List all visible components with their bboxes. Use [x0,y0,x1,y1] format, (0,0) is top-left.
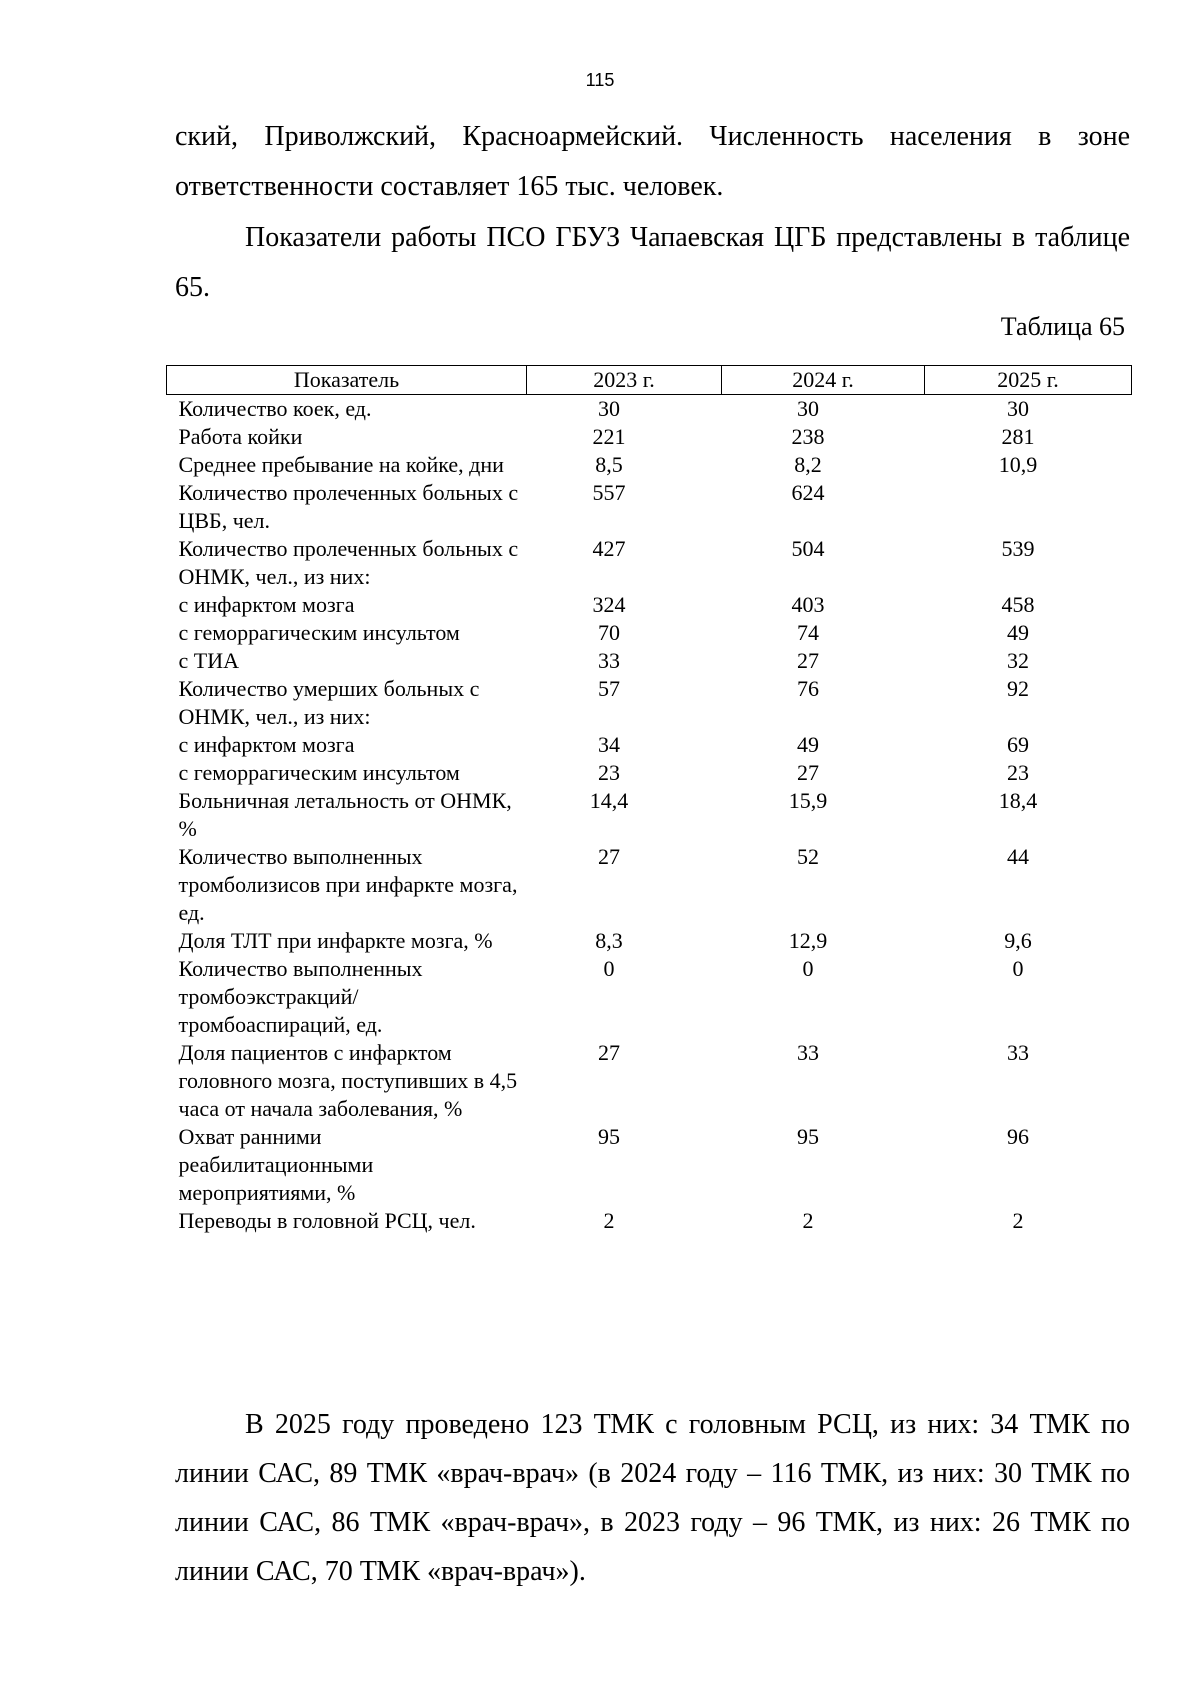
header-2024: 2024 г. [722,366,925,395]
value-2024: 74 [797,620,819,645]
value-2025: 2 [1012,1208,1024,1233]
value-2025: 96 [1007,1124,1029,1149]
value-2025: 9,6 [1004,928,1032,953]
value-2024: 238 [791,424,825,449]
value-2024: 95 [797,1124,819,1149]
value-2025: 281 [1001,424,1035,449]
table-row [167,927,1132,955]
value-2024: 403 [791,592,825,617]
value-2023: 27 [598,1040,620,1065]
row-label: с геморрагическим инсультом [178,620,460,645]
value-2024: 52 [797,844,819,869]
table-reference-paragraph: Показатели работы ПСО ГБУЗ Чапаевская ЦГБ представлены в таблице 65. [175,222,1130,303]
row-label: Работа койки [178,424,303,449]
table-row [167,451,1132,479]
row-label: с инфарктом мозга [178,592,355,617]
table-row [167,591,1132,619]
value-2024: 76 [797,676,819,701]
value-2025: 539 [1001,536,1035,561]
table-header-row [167,366,1132,395]
value-2025: 69 [1007,732,1029,757]
value-2023: 57 [598,676,620,701]
value-2023: 14,4 [589,788,629,813]
value-2025: 18,4 [998,788,1038,813]
page-number: 115 [585,70,615,90]
intro-paragraph: ский, Приволжский, Красноармейский. Численность населения в зоне ответственности составляет 165 тыс. человек. [175,121,1130,202]
row-label: Количество выполненных тромболизисов при инфаркте мозга, ед. [178,844,518,925]
value-2023: 557 [592,480,626,505]
value-2023: 34 [598,732,620,757]
value-2023: 70 [598,620,620,645]
value-2025: 49 [1007,620,1029,645]
header-indicator: Показатель [167,366,527,395]
row-label: Доля пациентов с инфарктом головного мозга, поступивших в 4,5 часа от начала заболевания, % [178,1040,518,1121]
table-row [167,619,1132,647]
value-2024: 0 [802,956,814,981]
value-2025: 32 [1007,648,1029,673]
row-label: Доля ТЛТ при инфаркте мозга, % [178,928,493,953]
row-label: Количество выполненных тромбоэкстракций/ тромбоаспираций, ед. [178,956,423,1037]
value-2025: 23 [1007,760,1029,785]
row-label: Количество умерших больных с ОНМК, чел., из них: [178,676,480,729]
row-label: с инфарктом мозга [178,732,355,757]
table-row [167,423,1132,451]
table-row [167,843,1132,927]
table-row [167,647,1132,675]
value-2023: 8,3 [595,928,623,953]
row-label: Количество коек, ед. [178,396,372,421]
value-2024: 2 [802,1208,814,1233]
value-2023: 27 [598,844,620,869]
table-row [167,1039,1132,1123]
value-2024: 27 [797,648,819,673]
header-2023: 2023 г. [527,366,722,395]
row-label: Количество пролеченных больных с ОНМК, чел., из них: [178,536,519,589]
row-label: Среднее пребывание на койке, дни [178,452,504,477]
value-2023: 0 [603,956,615,981]
row-label: Больничная летальность от ОНМК, % [178,788,512,841]
value-2025: 33 [1007,1040,1029,1065]
table-row [167,479,1132,535]
value-2025 [925,479,1132,535]
value-2025: 458 [1001,592,1035,617]
value-2023: 30 [598,396,620,421]
value-2025: 92 [1007,676,1029,701]
table-row [167,1123,1132,1207]
value-2023: 324 [592,592,626,617]
value-2024: 15,9 [788,788,828,813]
value-2023: 2 [603,1208,615,1233]
table-row [167,955,1132,1039]
value-2023: 23 [598,760,620,785]
row-label: Количество пролеченных больных с ЦВБ, чел. [178,480,519,533]
value-2023: 427 [592,536,626,561]
value-2024: 30 [797,396,819,421]
value-2023: 33 [598,648,620,673]
telemedicine-paragraph: В 2025 году проведено 123 ТМК с головным РСЦ, из них: 34 ТМК по линии САС, 89 ТМК «врач-врач» (в 2024 году – 116 ТМК, из них: 30 ТМК по линии САС, 86 ТМК «врач-врач», в 2023 году – 96 ТМК, из них: 26 ТМК по линии САС, 70 ТМК «врач-врач»). [175,1409,1130,1587]
value-2024: 27 [797,760,819,785]
table-row [167,675,1132,731]
value-2024: 504 [791,536,825,561]
table-row [167,395,1132,424]
row-label: Охват ранними реабилитационными мероприятиями, % [178,1124,374,1205]
value-2024: 8,2 [794,452,822,477]
table-row [167,787,1132,843]
table-row [167,535,1132,591]
table-body [167,395,1132,1236]
value-2023: 8,5 [595,452,623,477]
indicators-table [166,365,1132,1235]
table-row [167,731,1132,759]
value-2024: 624 [791,480,825,505]
value-2025: 10,9 [998,452,1038,477]
value-2024: 49 [797,732,819,757]
row-label: Переводы в головной РСЦ, чел. [178,1208,476,1233]
header-2025: 2025 г. [925,366,1132,395]
table-row [167,759,1132,787]
value-2024: 12,9 [788,928,828,953]
value-2025: 44 [1007,844,1029,869]
value-2023: 95 [598,1124,620,1149]
value-2023: 221 [592,424,626,449]
value-2024: 33 [797,1040,819,1065]
table-row [167,1207,1132,1235]
row-label: с ТИА [178,648,239,673]
table-caption: Таблица 65 [1000,312,1125,341]
value-2025: 0 [1012,956,1024,981]
value-2025: 30 [1007,396,1029,421]
row-label: с геморрагическим инсультом [178,760,460,785]
